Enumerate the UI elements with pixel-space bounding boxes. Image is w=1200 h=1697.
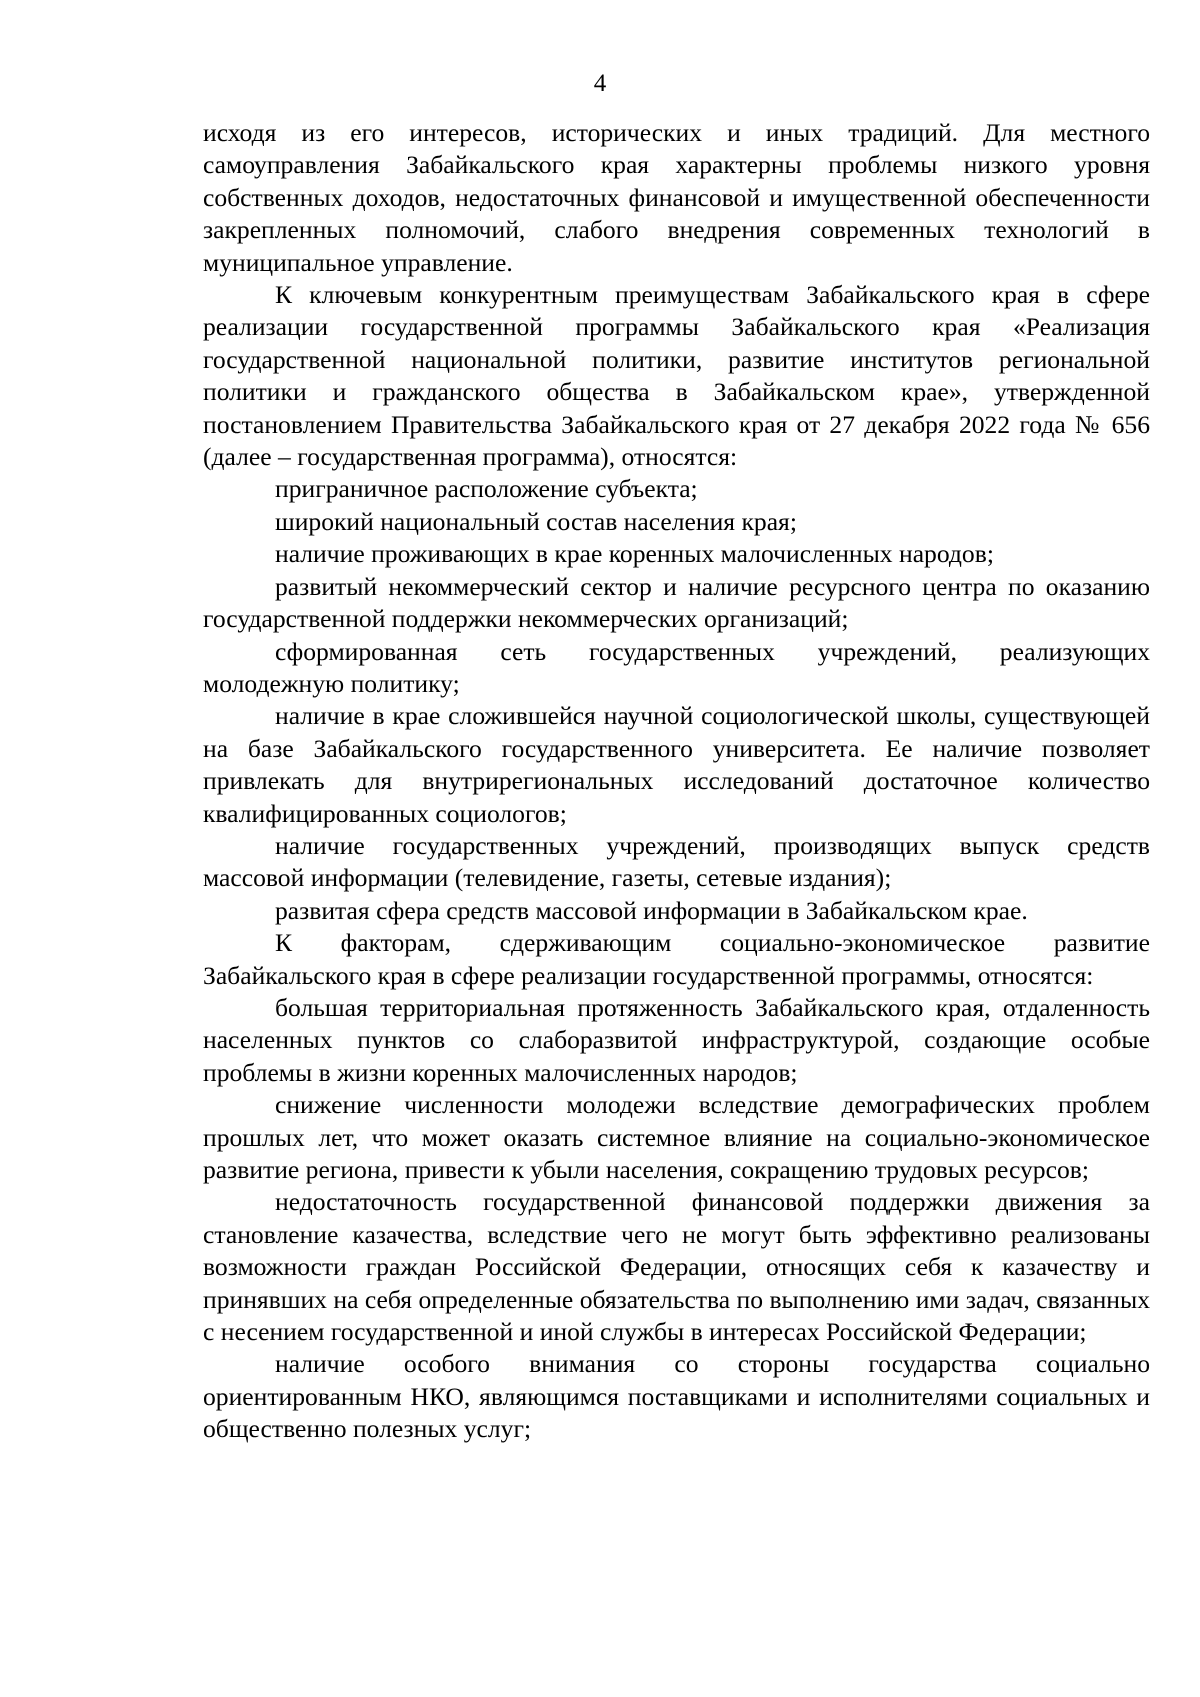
paragraph: К ключевым конкурентным преимуществам Забайкальского края в сфере реализации государственной программы Забайкальского края «Реализация государственной национальной политики, развитие институтов региональной политики и гражданского общества в Забайкальском крае», утвержденной постановлением Правительства Забайкальского края от 27 декабря 2022 года № 656 (далее – государственная программа), относятся: (203, 280, 1150, 472)
list-item: недостаточность государственной финансовой поддержки движения за становление казачества, вследствие чего не могут быть эффективно реализованы возможности граждан Российской Федерации, относящих себя к казачеству и принявших на себя определенные обязательства по выполнению ими задач, связанных с несением государственной и иной службы в интересах Российской Федерации; (203, 1187, 1150, 1347)
document-body (203, 117, 1150, 1446)
paragraph: исходя из его интересов, исторических и иных традиций. Для местного самоуправления Забайкальского края характерны проблемы низкого уровня собственных доходов, недостаточных финансовой и имущественной обеспеченности закрепленных полномочий, слабого внедрения современных технологий в муниципальное управление. (203, 118, 1150, 277)
list-item: снижение численности молодежи вследствие демографических проблем прошлых лет, что может оказать системное влияние на социально-экономическое развитие региона, привести к убыли населения, сокращению трудовых ресурсов; (203, 1090, 1150, 1184)
list-item: наличие проживающих в крае коренных малочисленных народов; (275, 539, 994, 569)
list-item: широкий национальный состав населения края; (275, 506, 797, 536)
list-item: наличие государственных учреждений, производящих выпуск средств массовой информации (телевидение, газеты, сетевые издания); (203, 830, 1150, 893)
list-item: большая территориальная протяженность Забайкальского края, отдаленность населенных пунктов со слаборазвитой инфраструктурой, создающие особые проблемы в жизни коренных малочисленных народов; (203, 992, 1150, 1087)
list-item: наличие в крае сложившейся научной социологической школы, существующей на базе Забайкальского государственного университета. Ее наличие позволяет привлекать для внутрирегиональных исследований достаточное количество квалифицированных социологов; (203, 701, 1150, 828)
list-item: сформированная сеть государственных учреждений, реализующих молодежную политику; (203, 636, 1150, 698)
list-item: развитая сфера средств массовой информации в Забайкальском крае. (275, 895, 1028, 925)
list-item: приграничное расположение субъекта; (275, 474, 698, 504)
page-number: 4 (593, 70, 607, 97)
paragraph: К факторам, сдерживающим социально-экономическое развитие Забайкальского края в сфере реализации государственной программы, относятся: (203, 928, 1150, 990)
list-item: развитый некоммерческий сектор и наличие ресурсного центра по оказанию государственной поддержки некоммерческих организаций; (203, 571, 1150, 634)
list-item: наличие особого внимания со стороны государства социально ориентированным НКО, являющимся поставщиками и исполнителями социальных и общественно полезных услуг; (203, 1349, 1150, 1444)
